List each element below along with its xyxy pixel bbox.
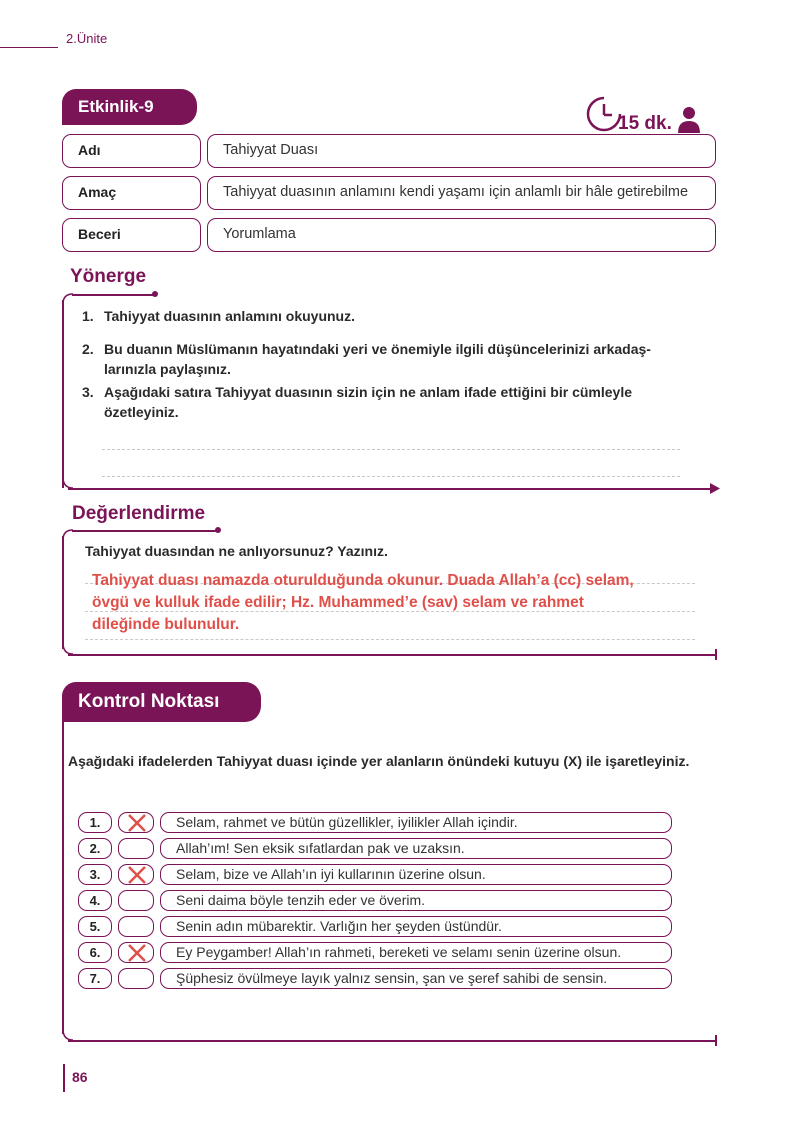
kontrol-frame-bottom bbox=[68, 1040, 716, 1042]
person-icon bbox=[676, 105, 702, 133]
yonerge-item-1: 1. Tahiyyat duasının anlamını okuyunuz. bbox=[82, 308, 356, 324]
statement-text: Ey Peygamber! Allah’ın rahmeti, bereketi ve selamı senin üzerine olsun. bbox=[160, 942, 672, 963]
info-value-aim: Tahiyyat duasının anlamını kendi yaşamı için anlamlı bir hâle getirebilme bbox=[207, 176, 716, 210]
checkbox[interactable] bbox=[118, 812, 154, 833]
yonerge-title: Yönerge bbox=[70, 266, 147, 287]
page-number: 86 bbox=[72, 1069, 88, 1085]
unit-label: 2.Ünite bbox=[66, 31, 108, 46]
statement-text: Selam, rahmet ve bütün güzellikler, iyilikler Allah içindir. bbox=[160, 812, 672, 833]
degerlendirme-frame-bottom bbox=[68, 654, 716, 656]
checkbox[interactable] bbox=[118, 916, 154, 937]
kontrol-title: Kontrol Noktası bbox=[62, 682, 261, 722]
info-label-name: Adı bbox=[62, 134, 201, 168]
degerlendirme-frame-left bbox=[62, 536, 64, 649]
duration-label: 15 dk. bbox=[618, 113, 672, 134]
page-number-bar bbox=[63, 1064, 65, 1092]
yonerge-frame-corner bbox=[62, 292, 74, 304]
x-mark-icon bbox=[127, 866, 147, 884]
info-value-name: Tahiyyat Duası bbox=[207, 134, 716, 168]
x-mark-icon bbox=[127, 944, 147, 962]
item-number: 6. bbox=[78, 942, 112, 963]
yonerge-frame-top bbox=[72, 294, 154, 296]
x-mark-icon bbox=[127, 814, 147, 832]
item-number: 5. bbox=[78, 916, 112, 937]
answer-line bbox=[102, 449, 680, 450]
yonerge-item-3: 3. Aşağıdaki satıra Tahiyyat duasının sizin için ne anlam ifade ettiğini bir cümleyle özetleyiniz. bbox=[82, 384, 633, 420]
answer-line bbox=[85, 639, 695, 640]
yonerge-frame-left bbox=[62, 300, 64, 488]
statement-text: Allah’ım! Sen eksik sıfatlardan pak ve uzaksın. bbox=[160, 838, 672, 859]
activity-title: Etkinlik-9 bbox=[62, 89, 197, 125]
statement-text: Seni daima böyle tenzih eder ve överim. bbox=[160, 890, 672, 911]
checkbox[interactable] bbox=[118, 890, 154, 911]
statement-text: Selam, bize ve Allah’ın iyi kullarının üzerine olsun. bbox=[160, 864, 672, 885]
evaluation-question: Tahiyyat duasından ne anlıyorsunuz? Yazınız. bbox=[85, 543, 388, 559]
degerlendirme-frame-top bbox=[72, 530, 217, 532]
statement-text: Senin adın mübarektir. Varlığın her şeyden üstündür. bbox=[160, 916, 672, 937]
checkbox[interactable] bbox=[118, 968, 154, 989]
kontrol-instruction: Aşağıdaki ifadelerden Tahiyyat duası içinde yer alanların önündeki kutuyu (X) ile işaretleyiniz. bbox=[68, 753, 690, 769]
item-number: 1. bbox=[78, 812, 112, 833]
degerlendirme-frame-corner bbox=[62, 528, 74, 540]
kontrol-frame-corner-bottom bbox=[62, 1029, 74, 1042]
handwritten-answer: Tahiyyat duası namazda oturulduğunda okunur. Duada Allah’a (cc) selam, övgü ve kulluk ifade edilir; Hz. Muhammed’e (sav) selam ve rahmet dileğinde bulunulur. bbox=[92, 572, 634, 633]
degerlendirme-frame-dot bbox=[215, 527, 221, 533]
info-value-skill: Yorumlama bbox=[207, 218, 716, 252]
kontrol-frame-left bbox=[62, 722, 64, 1034]
item-number: 7. bbox=[78, 968, 112, 989]
yonerge-item-2: 2. Bu duanın Müslümanın hayatındaki yeri ve önemiyle ilgili düşüncelerinizi arkadaş- larınızla paylaşınız. bbox=[82, 341, 651, 377]
degerlendirme-title: Değerlendirme bbox=[72, 503, 206, 524]
item-number: 2. bbox=[78, 838, 112, 859]
answer-line bbox=[102, 476, 680, 477]
degerlendirme-frame-corner-bottom bbox=[62, 643, 74, 656]
checkbox[interactable] bbox=[118, 864, 154, 885]
yonerge-frame-bottom bbox=[68, 488, 712, 490]
item-number: 4. bbox=[78, 890, 112, 911]
header-rule bbox=[0, 47, 58, 48]
checkbox[interactable] bbox=[118, 838, 154, 859]
checkbox[interactable] bbox=[118, 942, 154, 963]
yonerge-frame-corner-bottom bbox=[62, 477, 74, 490]
item-number: 3. bbox=[78, 864, 112, 885]
arrow-right-icon bbox=[710, 483, 720, 494]
info-label-skill: Beceri bbox=[62, 218, 201, 252]
yonerge-frame-dot bbox=[152, 291, 158, 297]
info-label-aim: Amaç bbox=[62, 176, 201, 210]
degerlendirme-frame-end bbox=[715, 649, 717, 660]
statement-text: Şüphesiz övülmeye layık yalnız sensin, şan ve şeref sahibi de sensin. bbox=[160, 968, 672, 989]
kontrol-frame-end bbox=[715, 1035, 717, 1046]
